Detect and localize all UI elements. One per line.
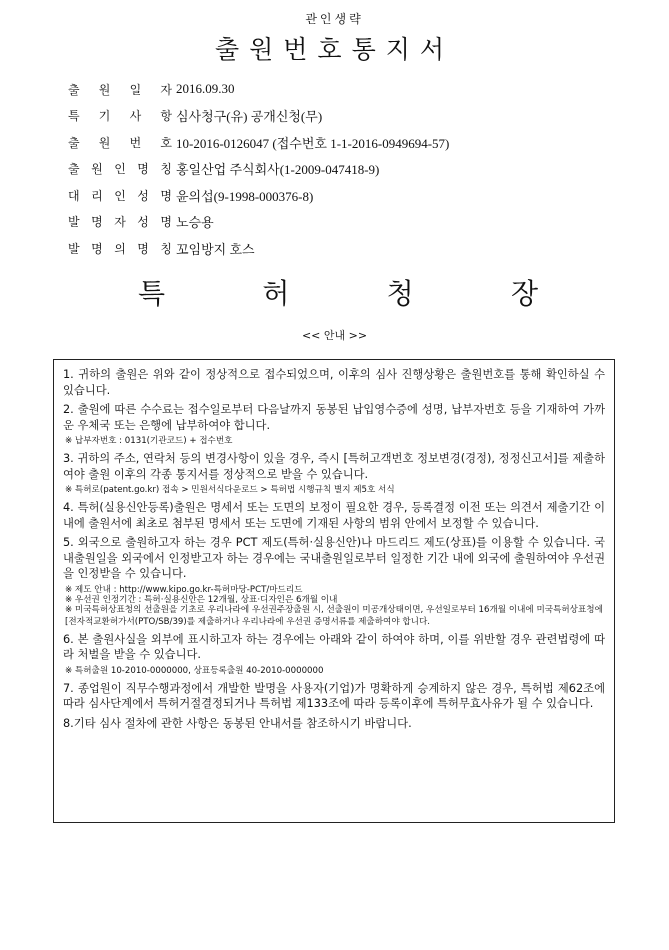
label-char: 발 [68,241,80,256]
label-char: 출 [68,162,80,177]
notice-item-6: 6. 본 출원사실을 외부에 표시하고자 하는 경우에는 아래와 같이 하여야 하며, 이를 위반할 경우 관련법령에 따라 처벌을 받을 수 있습니다. [63,632,605,661]
invention-title-value: 꼬임방지 호스 [176,241,255,257]
label-char: 칭 [160,162,172,177]
label-char: 의 [114,241,126,256]
label-char: 명 [160,215,172,230]
label-char: 출 [68,135,80,150]
label-char: 명 [137,162,149,177]
label-char: 호 [160,135,172,150]
notice-note: ※ 우선권 인정기간 : 특허·실용신안은 12개월, 상표·디자인은 6개월 이내 [65,594,338,605]
label-char: 일 [129,82,142,97]
label-char: 인 [114,188,126,203]
stamp-omitted-note: 관인생략 [305,12,364,26]
guide-heading: << 안내 >> [301,329,368,342]
office-char: 장 [510,277,538,310]
label-char: 명 [137,241,149,256]
label-char: 명 [160,188,172,203]
info-row-filing-date [68,76,449,103]
label-char: 자 [114,215,126,230]
label-char: 리 [91,188,103,203]
label-char: 명 [91,215,103,230]
info-row-applicant [68,156,449,183]
label-char: 항 [160,109,172,124]
info-label [68,213,176,230]
application-number-value: 10-2016-0126047 (접수번호 1-1-2016-0949694-57) [176,135,450,151]
notice-item-8: 8.기타 심사 절차에 관한 사항은 동봉된 안내서를 참조하시기 바랍니다. [63,716,412,730]
info-label [68,134,176,151]
notice-item-1: 1. 귀하의 출원은 위와 같이 정상적으로 접수되었으며, 이후의 심사 진행상황은 출원번호를 통해 확인하실 수 있습니다. [63,368,605,397]
info-row-agent [68,182,449,209]
label-char: 원 [91,162,103,177]
office-char: 특 [138,277,166,310]
filing-date-value: 2016.09.30 [176,81,235,97]
label-char: 자 [160,82,172,97]
label-char: 기 [98,109,111,124]
label-char: 성 [137,188,149,203]
notice-item-4: 4. 특허(실용신안등록)출원은 명세서 또는 도면의 보정이 필요한 경우, 등록결정 이전 또는 의견서 제출기간 이내에 출원서에 최초로 첨부된 명세서 또는 도면에 기재된 사항의 범위 안에서 보정할 수 있습니다. [63,501,605,530]
info-row-special-notes [68,103,449,130]
label-char: 명 [91,241,103,256]
notice-item-7: 7. 종업원이 직무수행과정에서 개발한 발명을 사용자(기업)가 명확하게 승계하지 않은 경우, 특허법 제62조에 따라 심사단계에서 특허거절결정되거나 특허법 제133조에 따라 등록이후에 특허무효사유가 될 수 있습니다. [63,681,605,710]
applicant-value: 홍일산업 주식회사(1-2009-047418-9) [176,162,380,178]
notice-item-2: 2. 출원에 따른 수수료는 접수일로부터 다음날까지 동봉된 납입영수증에 성명, 납부자번호 등을 기재하여 가까운 우체국 또는 은행에 납부하여야 합니다. [63,403,605,432]
label-char: 칭 [160,241,172,256]
label-char: 번 [129,135,142,150]
label-char: 원 [98,135,111,150]
special-notes-value: 심사청구(유) 공개신청(무) [176,109,323,125]
agent-value: 윤의섭(9-1998-000376-8) [176,188,314,204]
notice-note: ※ 특허출원 10-2010-0000000, 상표등록출원 40-2010-0000000 [65,665,324,676]
label-char: 원 [98,82,111,97]
inventor-value: 노승용 [176,215,214,231]
info-row-application-number [68,129,449,156]
label-char: 발 [68,215,80,230]
label-char: 특 [68,109,80,124]
info-label [68,187,176,204]
label-char: 출 [68,82,80,97]
label-char: 대 [68,188,80,203]
notice-item-5: 5. 외국으로 출원하고자 하는 경우 PCT 제도(특허·실용신안)나 마드리드 제도(상표)를 이용할 수 있습니다. 국내출원일을 외국에서 인정받고자 하는 경우에는 국내출원일로부터 일정한 기간 내에 외국에 출원하여야 우선권을 인정받을 수 있습니다. [63,536,605,580]
office-char: 청 [386,277,414,310]
issuing-office-name [138,272,538,312]
office-char: 허 [262,277,290,310]
notice-note: ※ 제도 안내 : http://www.kipo.go.kr-특허마당-PCT/마드리드 [65,584,303,595]
info-label [68,107,176,124]
notice-box [53,359,615,823]
notice-note: ※ 미국특허상표청의 선출원을 기초로 우리나라에 우선권주장출원 시, 선출원이 미공개상태이면, 우선일로부터 16개월 이내에 미국특허상표청에 [전자적교환허가서(PTO/SB/39)를 제출하거나 우리나라에 우선권 증명서류를 제출하여야 합니다. [65,604,603,627]
document-title: 출원번호통지서 [214,35,455,64]
info-label [68,160,176,177]
notice-note: ※ 특허로(patent.go.kr) 접속 > 민원서식다운로드 > 특허법 시행규칙 별지 제5호 서식 [65,485,395,495]
info-row-invention-title [68,235,449,262]
label-char: 사 [129,109,142,124]
application-info-table [68,76,449,262]
label-char: 성 [137,215,149,230]
info-label [68,81,176,98]
label-char: 인 [114,162,126,177]
info-label [68,240,176,257]
notice-item-3: 3. 귀하의 주소, 연락처 등의 변경사항이 있을 경우, 즉시 [특허고객번호 정보변경(경정), 정정신고서]를 제출하여야 출원 이후의 각종 통지서를 정상적으로 받을 수 있습니다. [63,452,605,481]
notice-note: ※ 납부자번호 : 0131(기관코드) + 접수번호 [65,436,233,446]
info-row-inventor [68,209,449,236]
